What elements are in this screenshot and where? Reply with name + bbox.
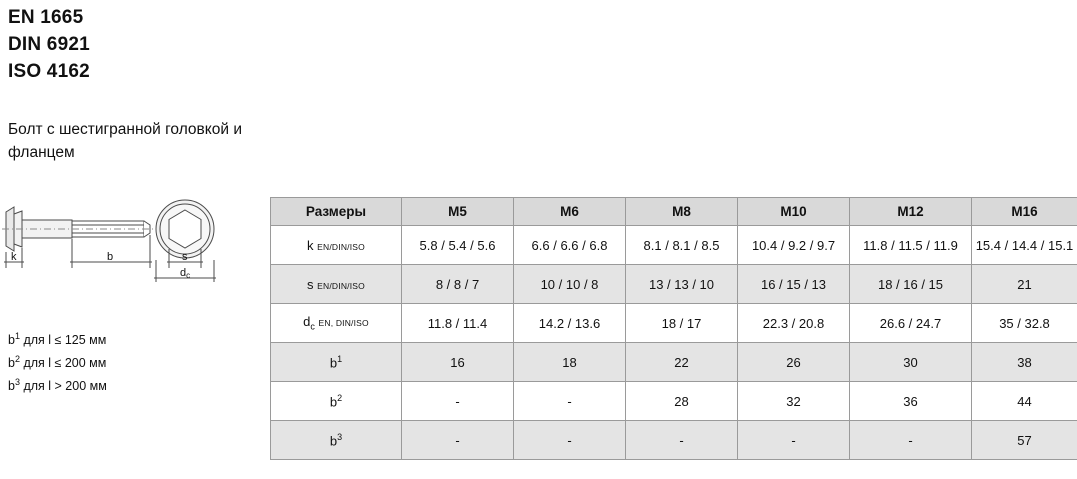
dimensions-table bbox=[270, 197, 1077, 460]
table-cell: 44 bbox=[972, 382, 1077, 421]
table-row bbox=[271, 265, 1077, 304]
table-cell: 18 / 16 / 15 bbox=[850, 265, 972, 304]
table-cell: - bbox=[514, 421, 626, 460]
table-header-cell: M8 bbox=[626, 198, 738, 226]
table-cell: 21 bbox=[972, 265, 1077, 304]
table-cell: 6.6 / 6.6 / 6.8 bbox=[514, 226, 626, 265]
table-row bbox=[271, 343, 1077, 382]
row-label-k: k EN/DIN/ISO bbox=[271, 226, 402, 265]
row-label-dc: $d_c$ EN, DIN/ISO bbox=[271, 304, 402, 343]
note-b2: $b^2$ для l ≤ 200 мм bbox=[8, 354, 107, 371]
table-cell: 18 / 17 bbox=[626, 304, 738, 343]
table-cell: 22 bbox=[626, 343, 738, 382]
table-cell: - bbox=[402, 421, 514, 460]
table-cell: 26 bbox=[738, 343, 850, 382]
technical-drawing bbox=[0, 190, 270, 305]
table-header-cell: M16 bbox=[972, 198, 1077, 226]
table-cell: - bbox=[514, 382, 626, 421]
table-header-cell: Размеры bbox=[271, 198, 402, 226]
table-cell: 32 bbox=[738, 382, 850, 421]
dim-label-b: b bbox=[107, 251, 114, 263]
left-info-column bbox=[0, 0, 270, 479]
table-cell: 15.4 / 14.4 / 15.1 bbox=[972, 226, 1077, 265]
table-cell: 8.1 / 8.1 / 8.5 bbox=[626, 226, 738, 265]
table-cell: 11.8 / 11.4 bbox=[402, 304, 514, 343]
table-cell: 57 bbox=[972, 421, 1077, 460]
table-cell: 11.8 / 11.5 / 11.9 bbox=[850, 226, 972, 265]
table-cell: - bbox=[402, 382, 514, 421]
dim-label-s: s bbox=[182, 251, 188, 263]
standard-iso: ISO 4162 bbox=[8, 61, 90, 82]
table-cell: 8 / 8 / 7 bbox=[402, 265, 514, 304]
row-label-s: s EN/DIN/ISO bbox=[271, 265, 402, 304]
table-cell: 10 / 10 / 8 bbox=[514, 265, 626, 304]
row-label-b2: $b^2$ bbox=[271, 382, 402, 421]
bolt-drawing-svg bbox=[0, 190, 270, 305]
table-header-row bbox=[271, 198, 1077, 226]
table-cell: - bbox=[738, 421, 850, 460]
table-row bbox=[271, 421, 1077, 460]
note-b1: $b^1$ для l ≤ 125 мм bbox=[8, 331, 107, 348]
table-header-cell: M12 bbox=[850, 198, 972, 226]
table-cell: 16 / 15 / 13 bbox=[738, 265, 850, 304]
table-cell: 10.4 / 9.2 / 9.7 bbox=[738, 226, 850, 265]
table-header-cell: M6 bbox=[514, 198, 626, 226]
table-cell: 14.2 / 13.6 bbox=[514, 304, 626, 343]
table-cell: 36 bbox=[850, 382, 972, 421]
table-row bbox=[271, 226, 1077, 265]
note-b3: $b^3$ для l > 200 мм bbox=[8, 377, 107, 394]
table-cell: 5.8 / 5.4 / 5.6 bbox=[402, 226, 514, 265]
dim-label-k: k bbox=[11, 251, 17, 263]
table-cell: 18 bbox=[514, 343, 626, 382]
table-cell: 38 bbox=[972, 343, 1077, 382]
standards-list bbox=[8, 4, 90, 85]
table-header-cell: M10 bbox=[738, 198, 850, 226]
row-label-b1: $b^1$ bbox=[271, 343, 402, 382]
table-cell: - bbox=[850, 421, 972, 460]
table-cell: 35 / 32.8 bbox=[972, 304, 1077, 343]
table-cell: 26.6 / 24.7 bbox=[850, 304, 972, 343]
table-cell: 30 bbox=[850, 343, 972, 382]
dim-label-dc: dc bbox=[180, 267, 191, 280]
table-row bbox=[271, 382, 1077, 421]
row-label-b3: $b^3$ bbox=[271, 421, 402, 460]
notes-list bbox=[8, 327, 107, 396]
table-cell: 22.3 / 20.8 bbox=[738, 304, 850, 343]
table-row bbox=[271, 304, 1077, 343]
page-title: Болт с шестигранной головкой и фланцем bbox=[8, 121, 242, 161]
standard-din: DIN 6921 bbox=[8, 34, 90, 55]
table-cell: 13 / 13 / 10 bbox=[626, 265, 738, 304]
table-cell: 16 bbox=[402, 343, 514, 382]
table-header-cell: M5 bbox=[402, 198, 514, 226]
table-cell: - bbox=[626, 421, 738, 460]
standard-en: EN 1665 bbox=[8, 7, 84, 28]
table-cell: 28 bbox=[626, 382, 738, 421]
